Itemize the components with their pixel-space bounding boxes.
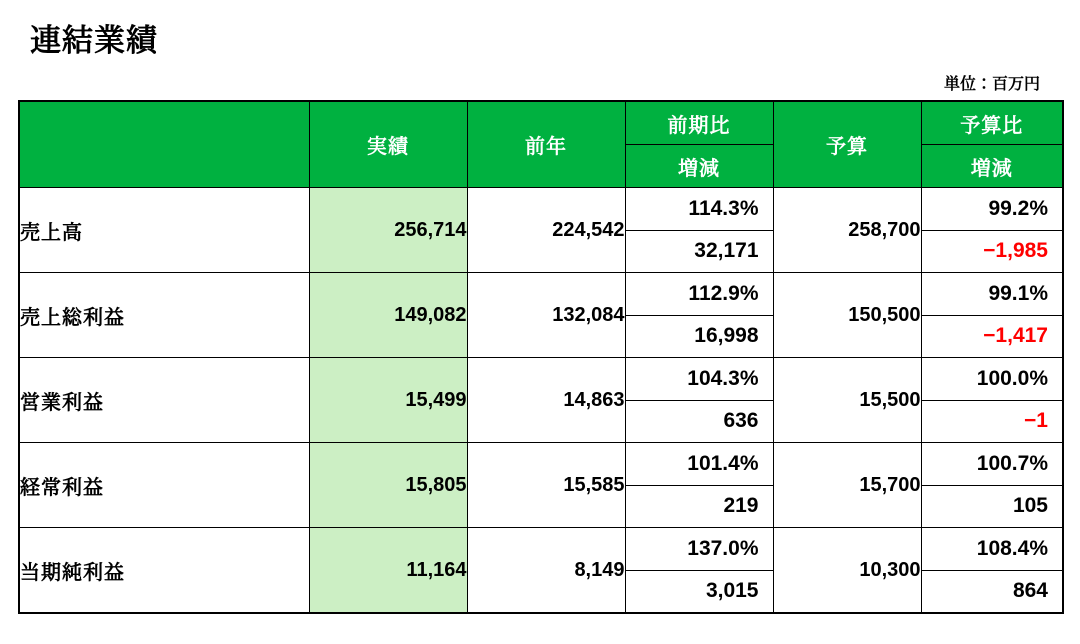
cell-yoy-ratio: 112.9% bbox=[688, 281, 759, 305]
table-row bbox=[19, 528, 1063, 614]
cell-yoy bbox=[625, 443, 773, 528]
cell-actual: 149,082 bbox=[309, 273, 467, 358]
table-body bbox=[19, 188, 1063, 614]
cell-yoy-diff: 32,171 bbox=[626, 230, 773, 273]
cell-budget-ratio bbox=[921, 273, 1063, 358]
table-row bbox=[19, 443, 1063, 528]
cell-budget-diff: −1 bbox=[922, 400, 1063, 443]
page-title: 連結業績 bbox=[30, 23, 158, 58]
cell-budget-diff: −1,417 bbox=[922, 315, 1063, 358]
cell-budget-ratio bbox=[921, 443, 1063, 528]
cell-actual: 15,499 bbox=[309, 358, 467, 443]
cell-budget-ratio-value: 99.1% bbox=[988, 281, 1048, 305]
cell-yoy-diff: 3,015 bbox=[626, 570, 773, 613]
cell-yoy-diff: 636 bbox=[626, 400, 773, 443]
cell-budget: 15,500 bbox=[773, 358, 921, 443]
row-label: 売上総利益 bbox=[19, 273, 309, 358]
cell-actual: 256,714 bbox=[309, 188, 467, 273]
header-budget: 予算 bbox=[773, 101, 921, 188]
consolidated-performance-table bbox=[18, 100, 1064, 614]
cell-yoy bbox=[625, 188, 773, 273]
cell-actual: 11,164 bbox=[309, 528, 467, 614]
cell-yoy-diff: 16,998 bbox=[626, 315, 773, 358]
table-header bbox=[19, 101, 1063, 188]
cell-budget-ratio-value: 100.7% bbox=[976, 451, 1048, 475]
row-label: 売上高 bbox=[19, 188, 309, 273]
cell-budget: 258,700 bbox=[773, 188, 921, 273]
header-yoy-diff: 増減 bbox=[625, 145, 773, 188]
cell-previous: 132,084 bbox=[467, 273, 625, 358]
row-label: 営業利益 bbox=[19, 358, 309, 443]
unit-note: 単位：百万円 bbox=[943, 76, 1040, 94]
table-row bbox=[19, 188, 1063, 273]
cell-previous: 14,863 bbox=[467, 358, 625, 443]
cell-previous: 8,149 bbox=[467, 528, 625, 614]
cell-budget: 150,500 bbox=[773, 273, 921, 358]
cell-budget: 10,300 bbox=[773, 528, 921, 614]
header-budget-diff: 増減 bbox=[921, 145, 1063, 188]
cell-actual: 15,805 bbox=[309, 443, 467, 528]
row-label: 経常利益 bbox=[19, 443, 309, 528]
header-budget-ratio: 予算比 bbox=[921, 101, 1063, 145]
header-previous: 前年 bbox=[467, 101, 625, 188]
cell-yoy-ratio: 101.4% bbox=[687, 451, 759, 475]
cell-budget-ratio-value: 100.0% bbox=[976, 366, 1048, 390]
cell-yoy-ratio: 104.3% bbox=[687, 366, 759, 390]
cell-yoy bbox=[625, 273, 773, 358]
cell-budget-ratio bbox=[921, 358, 1063, 443]
table-row bbox=[19, 358, 1063, 443]
cell-budget-diff: 105 bbox=[922, 485, 1063, 528]
cell-yoy-ratio: 137.0% bbox=[687, 536, 759, 560]
cell-budget-ratio bbox=[921, 528, 1063, 614]
cell-yoy-ratio: 114.3% bbox=[688, 196, 759, 220]
cell-budget-ratio-value: 108.4% bbox=[976, 536, 1048, 560]
header-item bbox=[19, 101, 309, 188]
cell-yoy-diff: 219 bbox=[626, 485, 773, 528]
cell-budget-diff: 864 bbox=[922, 570, 1063, 613]
cell-yoy bbox=[625, 358, 773, 443]
cell-previous: 224,542 bbox=[467, 188, 625, 273]
header-yoy: 前期比 bbox=[625, 101, 773, 145]
cell-budget: 15,700 bbox=[773, 443, 921, 528]
cell-previous: 15,585 bbox=[467, 443, 625, 528]
cell-yoy bbox=[625, 528, 773, 614]
cell-budget-ratio bbox=[921, 188, 1063, 273]
header-actual: 実績 bbox=[309, 101, 467, 188]
table-row bbox=[19, 273, 1063, 358]
row-label: 当期純利益 bbox=[19, 528, 309, 614]
cell-budget-diff: −1,985 bbox=[922, 230, 1063, 273]
cell-budget-ratio-value: 99.2% bbox=[988, 196, 1048, 220]
